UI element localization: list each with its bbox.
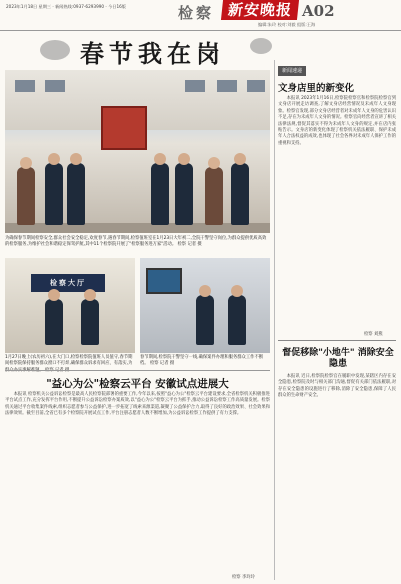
masthead-title: 检察 (178, 4, 215, 22)
header-divider (0, 30, 401, 31)
sidebar-paragraph-2: 本报讯 近日,检察院检察官在履职中发现,某辖区内存在安全隐患,检察院及时与相关部门沟通,督促有关部门依法履职,对存在安全隐患的设施进行了移除,消除了安全隐患,保障了人民群众的生命财产安全。 (278, 374, 396, 399)
sidebar-divider (278, 340, 396, 341)
lobby-photo (5, 258, 135, 353)
officer-figure (228, 295, 246, 345)
officer-figure (151, 163, 169, 225)
office-photo-caption: 春节期间,检察院干警坚守一线,确保案件办理和服务群众工作不断档。 检察 记者 摄 (140, 355, 264, 367)
article-body (5, 392, 270, 572)
page-number: A02 (302, 2, 335, 20)
article-byline: 检察 李玲玲 (232, 575, 255, 580)
officer-figure (45, 163, 63, 225)
article-paragraph: 本报讯 检察机关公益诉讼检察是最高人民检察院部署的重要工作,今年以来,按照"益心为公"检察云平台建设要求,全省检察机关积极推进平台试点工作,充分发挥平台作用,不断提升公益诉讼检察办案质效,以"益心为公"检察云平台为抓手,推动公益诉讼检察工作高质量发展。检察机关通过平台收集案件线索,组织志愿者参与公益保护,进一步拓宽了线索来源渠道,凝聚了公益保护合力,取得了良好的政治效果、社会效果和法律效果。截至目前,全省已有多个检察院开展试点工作,平台注册志愿者人数不断增加,为公益诉讼检察工作提供了有力支撑。 (5, 392, 270, 417)
newspaper-logo: 新安晚报 (221, 0, 299, 20)
main-photo (5, 70, 270, 233)
entrance-gate (101, 106, 147, 150)
sidebar-title-2: 督促移除"小地牛" 消除安全隐患 (282, 348, 394, 369)
sidebar-byline: 检察 刘燕 (364, 332, 383, 337)
sidebar-title: 文身店里的新变化 (278, 83, 355, 94)
ink-wash-decoration (250, 38, 272, 54)
main-photo-caption: 为确保春节期间检察安全,群众社会安全稳定,欢度春节,遇春节期间,检察值班室在1月23日大年初二,全院干警坚守岗位,为群众提供优质高效的检察服务,为维护社会和谐稳定保驾护航,其中11个检察院开展了"检察服务进万家"活动。 检察 记者 摄 (5, 236, 267, 248)
lobby-photo-caption: 1月27日晚上(农历初六),在大门口,检察检察院值班人员值守,春节期间检察院保持服务群众窗口不打烊,确保群众诉求有回应、有落实,为 (5, 355, 133, 367)
officer-figure (67, 163, 85, 225)
person-figure (17, 167, 35, 225)
person-figure (205, 167, 223, 225)
monitor-screen (146, 268, 182, 294)
office-photo (140, 258, 270, 353)
sidebar-body (278, 96, 396, 328)
column-divider (274, 60, 275, 580)
officer-figure (81, 299, 99, 345)
officer-figure (175, 163, 193, 225)
section-tag: 新闻速递 (278, 66, 306, 76)
officer-figure (196, 295, 214, 345)
header-editors: 编辑:朱玲 校对:刘毅 组版:王海 (258, 22, 316, 27)
header-info: 2023年1月18日 星期三 · 新闻热线:0937-6293990 · 今日16版 (6, 4, 126, 9)
banner-title: 春节我在岗 (80, 40, 225, 68)
hall-sign: 检察大厅 (31, 274, 105, 292)
officer-figure (231, 163, 249, 225)
sidebar-body-2 (278, 374, 396, 574)
officer-figure (45, 299, 63, 345)
section-divider (5, 370, 270, 371)
ink-wash-decoration (40, 40, 70, 60)
sidebar-paragraph: 本报讯 2023年1月16日,检察院检察官和检察院检察官到文身店开展走访调查,了解文身店经营情况及未成年人文身现象。检察官发现,部分文身店经营者对未成年人文身的危害认识不足,存在为未成年人文身的情况。检察官向经营者宣讲了相关法律法规,督促其落实不得为未成年人文身的规定,并在店内张贴告示。文身店的新变化体现了检察机关依法履职、保护未成年人合法权益的成效,也体现了社会各界对未成年人保护工作的重视和支持。 (278, 96, 396, 146)
article-title: "益心为公"检察云平台 安徽试点进展大 (46, 378, 229, 390)
